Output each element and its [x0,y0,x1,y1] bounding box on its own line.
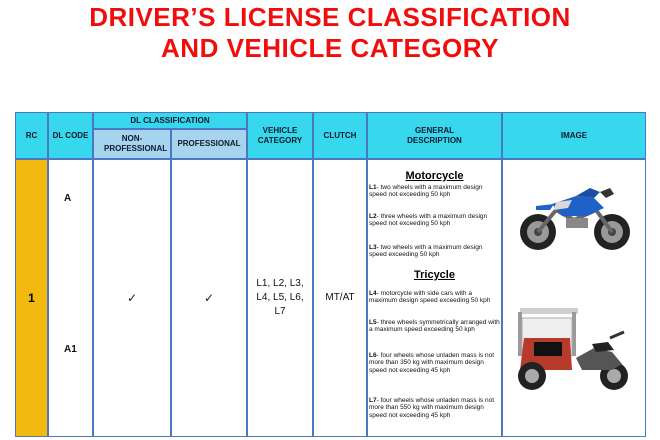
desc-item-l2 [369,213,501,228]
header-professional: PROFESSIONAL [171,129,247,159]
header-non-professional [93,129,171,159]
desc-code: L2 [369,213,377,220]
tricycle-heading: Tricycle [414,269,455,281]
vehicle-category-value: L1, L2, L3, L4, L5, L6, L7 [256,278,304,317]
desc-code: L3 [369,244,377,251]
header-vehicle-category [247,112,313,159]
header-dl-code: DL CODE [48,112,93,159]
non-professional-check: ✓ [93,159,171,437]
desc-code: L4 [369,290,377,297]
desc-item-l4 [369,290,501,305]
desc-text: - four wheels whose unladen mass is not more than 350 kg with maximum design speed not exceeding 45 kph [369,352,495,374]
professional-check: ✓ [171,159,247,437]
header-vehicle-category-label: VEHICLE CATEGORY [257,125,303,145]
desc-item-l7 [369,397,501,419]
vehicle-category-cell [247,159,313,437]
page-title-line-2: AND VEHICLE CATEGORY [161,33,499,63]
dl-code-a1: A1 [64,344,77,355]
clutch-cell: MT/AT [313,159,367,437]
desc-code: L1 [369,184,377,191]
header-clutch: CLUTCH [313,112,367,159]
rc-cell: 1 [15,159,48,437]
desc-text: - two wheels with a maximum design speed not exceeding 50 kph [369,184,483,199]
desc-code: L5 [369,319,377,326]
desc-text: - motorcycle with side cars with a maximum design speed exceeding 50 kph [369,290,491,305]
desc-text: - three wheels with a maximum design speed not exceeding 50 kph [369,213,488,228]
motorcycle-heading: Motorcycle [405,170,464,182]
desc-text: - four wheels whose unladen mass is not more than 550 kg with maximum design speed not exceeding 45 kph [369,397,495,419]
page-title-line-1: DRIVER’S LICENSE CLASSIFICATION [89,2,571,32]
desc-code: L6 [369,352,377,359]
dl-code-a: A [64,193,72,204]
motorcycle-image [516,180,634,254]
header-image: IMAGE [502,112,646,159]
header-dl-classification: DL CLASSIFICATION [93,112,247,129]
header-rc: RC [15,112,48,159]
desc-code: L7 [369,397,377,404]
desc-item-l5 [369,319,501,334]
header-general-description [367,112,502,159]
desc-text: - three wheels symmetrically arranged with a maximum speed exceeding 50 kph [369,319,500,334]
header-general-description-label: GENERAL DESCRIPTION [407,125,462,145]
desc-item-l1 [369,184,501,199]
header-non-professional-label: NON-PROFESSIONAL [104,134,168,153]
tricycle-image [512,298,636,396]
desc-text: - two wheels with a maximum design speed exceeding 50 kph [369,244,483,259]
desc-item-l3 [369,244,501,259]
desc-item-l6 [369,352,501,374]
